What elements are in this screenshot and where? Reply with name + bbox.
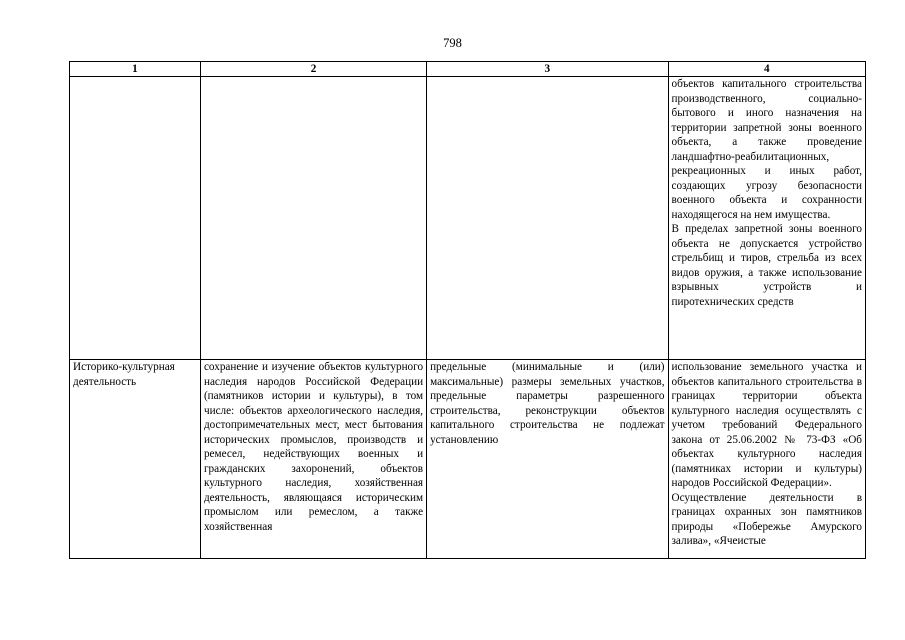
table-row	[70, 77, 866, 360]
cell-row1-col2	[200, 77, 426, 360]
row2-col4-paragraph-2: Осуществление деятельности в границах охранных зон памятников природы «Побережье Амурского залива», «Ячеистые	[671, 491, 862, 547]
row1-col4-paragraph-2: В пределах запретной зоны военного объекта не допускается устройство стрельбищ и тиров, стрельба из всех видов оружия, а также использование взрывных устройств и пиротехнических средств	[671, 223, 862, 308]
cell-row1-col1	[70, 77, 201, 360]
activity-type-cell: Историко-культурная деятельность	[70, 360, 201, 559]
row2-col4-paragraph-1: использование земельного участка и объектов капитального строительства в границах территории объекта культурного наследия осуществлять с учетом требований Федерального закона от 25.06.2002 № 73-ФЗ «Об объектах культурного наследия (памятниках истории и культуры) народов Российской Федерации».	[671, 361, 862, 489]
column-header-4: 4	[668, 62, 865, 77]
table-row	[70, 360, 866, 559]
regulation-table	[69, 61, 866, 559]
column-header-1: 1	[70, 62, 201, 77]
parameters-cell: предельные (минимальные и (или) максимальные) размеры земельных участков, предельные параметры разрешенного строительства, реконструкции объектов капитального строительства не подлежат установлению	[427, 360, 668, 559]
column-header-2: 2	[200, 62, 426, 77]
table-header	[70, 62, 866, 77]
cell-row1-col4	[668, 77, 865, 360]
cell-row1-col3	[427, 77, 668, 360]
restrictions-cell	[668, 360, 865, 559]
row1-col4-paragraph-1: объектов капитального строительства производственного, социально-бытового и иного назначения на территории запретной зоны военного объекта, а также проведение ландшафтно-реабилитационных, рекреационных и иных работ, создающих угрозу безопасности военного объекта и сохранности находящегося на нем имущества.	[671, 78, 862, 221]
page-number: 798	[443, 36, 462, 50]
column-header-3: 3	[427, 62, 668, 77]
activity-description-cell: сохранение и изучение объектов культурного наследия народов Российской Федерации (памятников истории и культуры), в том числе: объектов археологического наследия, достопримечательных мест, мест бытования исторических промыслов, производств и ремесел, недействующих военных и гражданских захоронений, объектов культурного наследия, хозяйственная деятельность, являющаяся историческим промыслом или ремеслом, а также хозяйственная	[200, 360, 426, 559]
